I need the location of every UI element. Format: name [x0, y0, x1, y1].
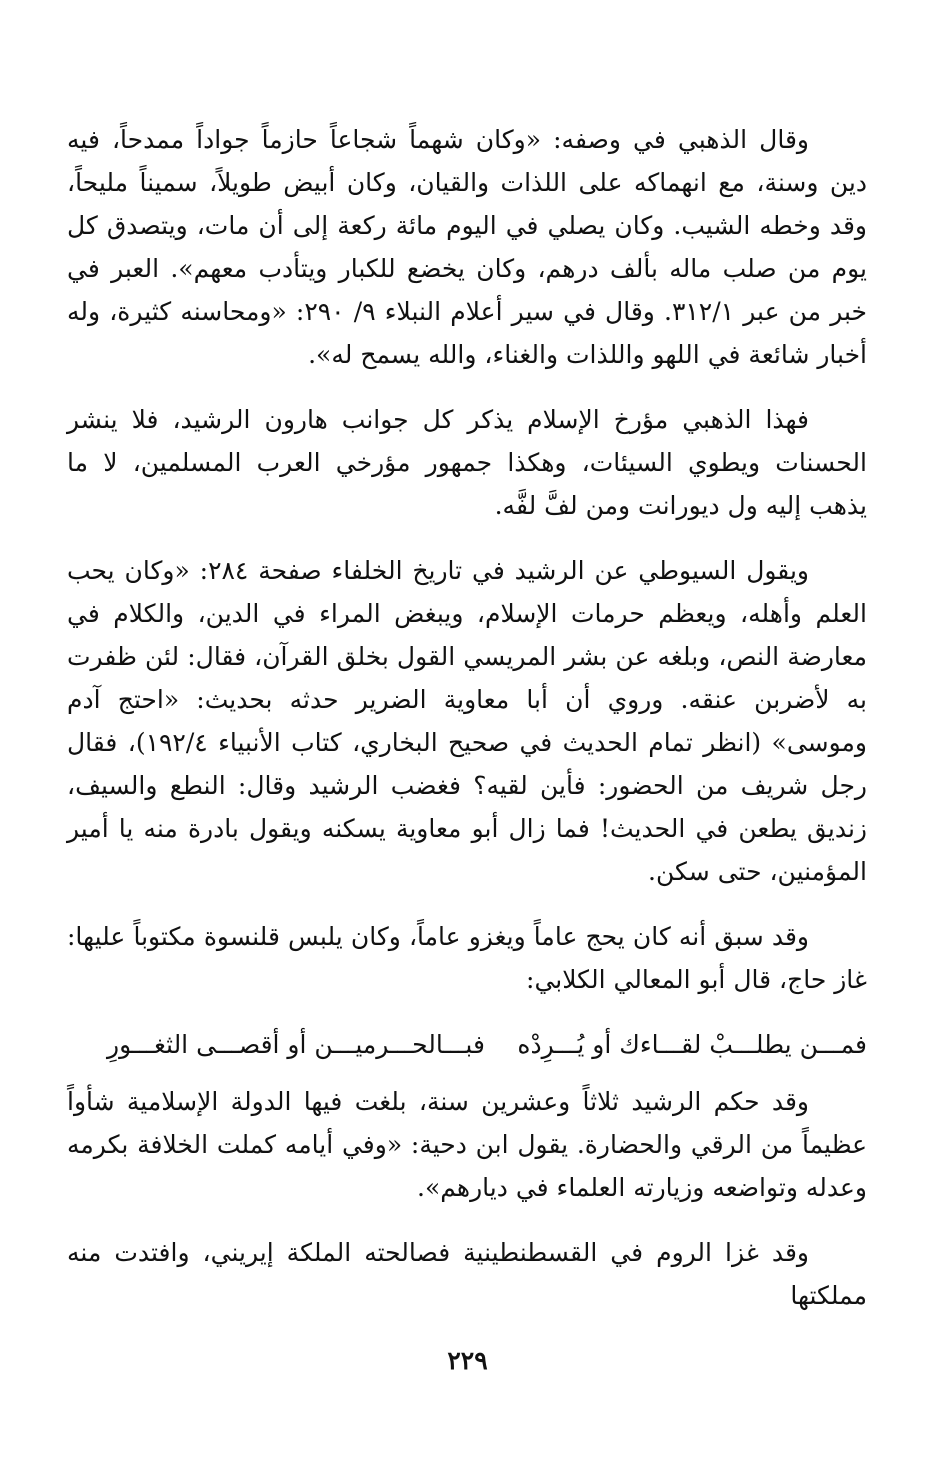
- verse-second-hemistich: فبـــالحـــرميـــن أو أقصـــى الثغـــورِ: [107, 1030, 485, 1059]
- paragraph-constantinople: وقد غزا الروم في القسطنطينية فصالحته الملكة إيريني، وافتدت منه مملكتها: [67, 1238, 867, 1310]
- paragraph-hajj-and-raids: وقد سبق أنه كان يحج عاماً ويغزو عاماً، وكان يلبس قلنسوة مكتوباً عليها: غاز حاج، قال أبو المعالي الكلابي:: [67, 922, 867, 994]
- page-number: ٢٢٩: [447, 1346, 488, 1375]
- paragraph-suyuti-quote: ويقول السيوطي عن الرشيد في تاريخ الخلفاء صفحة ٢٨٤: «وكان يحب العلم وأهله، ويعظم حرمات الإسلام، ويبغض المراء في الدين، والكلام في معارضة النص، وبلغه عن بشر المريسي القول بخلق القرآن، فقال: لئن ظفرت به لأضربن عنقه. وروي أن أبا معاوية الضرير حدثه بحديث: «احتج آدم وموسى» (انظر تمام الحديث في صحيح البخاري، كتاب الأنبياء ١٩٢/٤)، فقال رجل شريف من الحضور: فأين لقيه؟ فغضب الرشيد وقال: النطع والسيف، زنديق يطعن في الحديث! فما زال أبو معاوية يسكنه ويقول بادرة منه يا أمير المؤمنين، حتى سكن.: [67, 556, 867, 886]
- verse-first-hemistich: فمـــن يطلـــبْ لقـــاءك أو يُـــرِدْه: [517, 1030, 867, 1059]
- poetry-verse: [67, 1023, 867, 1066]
- page-body: [67, 118, 867, 1339]
- paragraph-reign-length: وقد حكم الرشيد ثلاثاً وعشرين سنة، بلغت فيها الدولة الإسلامية شأواً عظيماً من الرقي والحضارة. يقول ابن دحية: «وفي أيامه كملت الخلافة بكرمه وعدله وتواضعه وزيارته العلماء في ديارهم».: [67, 1087, 867, 1202]
- paragraph-dhahabi-historian: فهذا الذهبي مؤرخ الإسلام يذكر كل جوانب هارون الرشيد، فلا ينشر الحسنات ويطوي السيئات، وهكذا جمهور مؤرخي العرب المسلمين، لا ما يذهب إليه ول ديورانت ومن لفَّ لفَّه.: [67, 405, 867, 520]
- paragraph-dhahabi-description: وقال الذهبي في وصفه: «وكان شهماً شجاعاً حازماً جواداً ممدحاً، فيه دين وسنة، مع انهماكه على اللذات والقيان، وكان أبيض طويلاً، سميناً مليحاً، وقد وخطه الشيب. وكان يصلي في اليوم مائة ركعة إلى أن مات، ويتصدق كل يوم من صلب ماله بألف درهم، وكان يخضع للكبار ويتأدب معهم». العبر في خبر من عبر ٣١٢/١. وقال في سير أعلام النبلاء ٩/ ٢٩٠: «ومحاسنه كثيرة، وله أخبار شائعة في اللهو واللذات والغناء، والله يسمح له».: [67, 125, 868, 369]
